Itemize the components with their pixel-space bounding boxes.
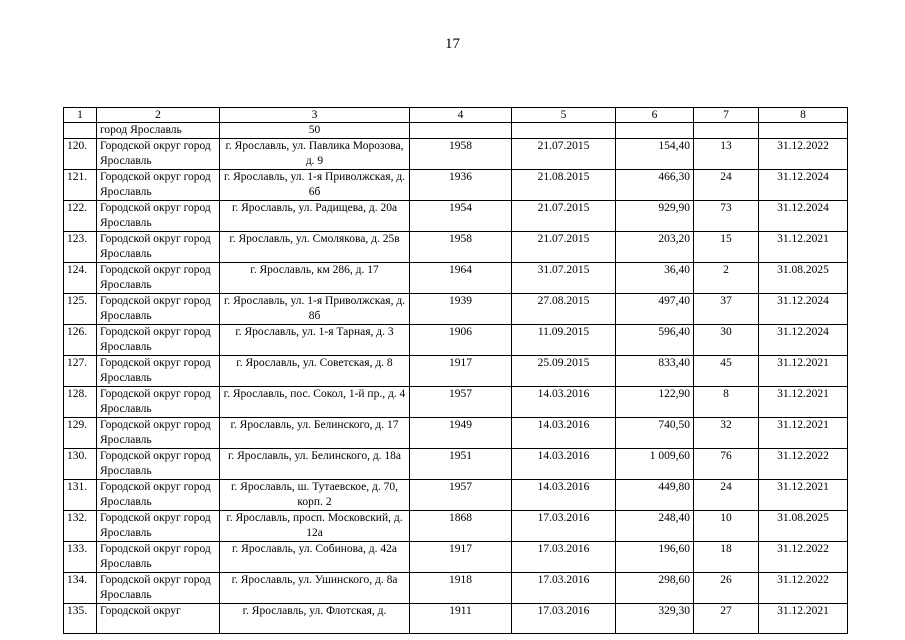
municipality-cell: Городской округ город Ярославль [97,325,220,356]
area-cell: 248,40 [616,511,694,542]
table-row [64,201,848,232]
address-cell: г. Ярославль, ул. 1-я Тарная, д. 3 [220,325,410,356]
row-number: 122. [64,201,97,232]
address-cell: г. Ярославль, ул. Ушинского, д. 8а [220,573,410,604]
deadline-cell: 31.12.2022 [759,449,848,480]
address-cell: г. Ярославль, ул. Смолякова, д. 25в [220,232,410,263]
municipality-cell: Городской округ город Ярославль [97,201,220,232]
continuation-row [64,123,848,139]
date-cell: 17.03.2016 [512,511,616,542]
municipality-cell: Городской округ город Ярославль [97,542,220,573]
municipality-cell: Городской округ город Ярославль [97,170,220,201]
municipality-cell: Городской округ город Ярославль [97,511,220,542]
date-cell: 14.03.2016 [512,480,616,511]
area-cell: 298,60 [616,573,694,604]
year-cell: 1957 [410,480,512,511]
row-number [64,123,97,139]
column-header: 7 [694,108,759,123]
table-row [64,356,848,387]
table-row [64,139,848,170]
year-cell: 1868 [410,511,512,542]
date-cell: 14.03.2016 [512,418,616,449]
area-cell: 833,40 [616,356,694,387]
year-cell: 1906 [410,325,512,356]
column-header: 4 [410,108,512,123]
row-number: 128. [64,387,97,418]
date-cell: 11.09.2015 [512,325,616,356]
residents-cell: 18 [694,542,759,573]
deadline-cell: 31.12.2021 [759,387,848,418]
year-cell: 1911 [410,604,512,634]
deadline-cell: 31.12.2024 [759,201,848,232]
residents-cell: 2 [694,263,759,294]
address-cell: г. Ярославль, ул. Флотская, д. [220,604,410,634]
municipality-cell: Городской округ город Ярославль [97,387,220,418]
table-row [64,449,848,480]
deadline-cell: 31.12.2022 [759,139,848,170]
row-number: 120. [64,139,97,170]
year-cell [410,123,512,139]
address-cell: г. Ярославль, ул. 1-я Приволжская, д. 8б [220,294,410,325]
residents-cell: 24 [694,480,759,511]
residents-cell: 45 [694,356,759,387]
deadline-cell: 31.12.2021 [759,480,848,511]
municipality-cell: Городской округ город Ярославль [97,449,220,480]
year-cell: 1954 [410,201,512,232]
address-cell: г. Ярославль, ул. 1-я Приволжская, д. 6б [220,170,410,201]
year-cell: 1939 [410,294,512,325]
year-cell: 1957 [410,387,512,418]
deadline-cell: 31.12.2024 [759,325,848,356]
date-cell: 14.03.2016 [512,449,616,480]
row-number: 131. [64,480,97,511]
address-cell: г. Ярославль, ул. Белинского, д. 17 [220,418,410,449]
municipality-cell: Городской округ город Ярославль [97,573,220,604]
area-cell: 466,30 [616,170,694,201]
municipality-cell: Городской округ город Ярославль [97,356,220,387]
deadline-cell: 31.12.2021 [759,418,848,449]
row-number: 134. [64,573,97,604]
area-cell: 122,90 [616,387,694,418]
table-row [64,170,848,201]
row-number: 121. [64,170,97,201]
address-cell: г. Ярославль, ш. Тутаевское, д. 70, корп. 2 [220,480,410,511]
municipality-cell: Городской округ город Ярославль [97,480,220,511]
deadline-cell: 31.12.2022 [759,542,848,573]
area-cell: 929,90 [616,201,694,232]
table-row [64,232,848,263]
address-cell: г. Ярославль, ул. Радищева, д. 20а [220,201,410,232]
date-cell: 21.07.2015 [512,139,616,170]
year-cell: 1958 [410,232,512,263]
table-row [64,387,848,418]
row-number: 124. [64,263,97,294]
address-cell: г. Ярославль, км 286, д. 17 [220,263,410,294]
residents-cell: 13 [694,139,759,170]
residents-cell: 24 [694,170,759,201]
area-cell: 329,30 [616,604,694,634]
table-row [64,325,848,356]
year-cell: 1958 [410,139,512,170]
residents-cell: 15 [694,232,759,263]
residents-cell: 10 [694,511,759,542]
deadline-cell: 31.12.2021 [759,232,848,263]
residents-cell: 26 [694,573,759,604]
column-header: 8 [759,108,848,123]
year-cell: 1918 [410,573,512,604]
deadline-cell: 31.12.2021 [759,356,848,387]
date-cell: 17.03.2016 [512,604,616,634]
municipality-cell: Городской округ [97,604,220,634]
row-number: 130. [64,449,97,480]
table-row [64,604,848,634]
year-cell: 1936 [410,170,512,201]
row-number: 126. [64,325,97,356]
municipality-cell: Городской округ город Ярославль [97,418,220,449]
residents-cell [694,123,759,139]
address-cell: г. Ярославль, ул. Советская, д. 8 [220,356,410,387]
row-number: 123. [64,232,97,263]
area-cell: 1 009,60 [616,449,694,480]
deadline-cell: 31.08.2025 [759,511,848,542]
residents-cell: 27 [694,604,759,634]
area-cell: 154,40 [616,139,694,170]
table-row [64,542,848,573]
date-cell: 27.08.2015 [512,294,616,325]
date-cell: 21.07.2015 [512,232,616,263]
area-cell: 497,40 [616,294,694,325]
deadline-cell: 31.12.2021 [759,604,848,634]
table-row [64,418,848,449]
address-cell: г. Ярославль, ул. Павлика Морозова, д. 9 [220,139,410,170]
table-row [64,263,848,294]
deadline-cell: 31.12.2022 [759,573,848,604]
deadline-cell [759,123,848,139]
date-cell [512,123,616,139]
table-row [64,511,848,542]
address-cell: 50 [220,123,410,139]
year-cell: 1917 [410,356,512,387]
area-cell: 196,60 [616,542,694,573]
deadline-cell: 31.12.2024 [759,294,848,325]
column-header: 6 [616,108,694,123]
area-cell [616,123,694,139]
deadline-cell: 31.12.2024 [759,170,848,201]
residents-cell: 30 [694,325,759,356]
address-cell: г. Ярославль, ул. Собинова, д. 42а [220,542,410,573]
residents-cell: 76 [694,449,759,480]
municipality-cell: Городской округ город Ярославль [97,263,220,294]
date-cell: 25.09.2015 [512,356,616,387]
year-cell: 1917 [410,542,512,573]
municipality-cell: Городской округ город Ярославль [97,294,220,325]
page-number: 17 [445,36,460,52]
table-row [64,294,848,325]
date-cell: 17.03.2016 [512,573,616,604]
year-cell: 1964 [410,263,512,294]
address-cell: г. Ярославль, пос. Сокол, 1-й пр., д. 4 [220,387,410,418]
row-number: 133. [64,542,97,573]
area-cell: 449,80 [616,480,694,511]
year-cell: 1951 [410,449,512,480]
address-cell: г. Ярославль, просп. Московский, д. 12а [220,511,410,542]
row-number: 129. [64,418,97,449]
column-header: 5 [512,108,616,123]
area-cell: 596,40 [616,325,694,356]
residents-cell: 37 [694,294,759,325]
column-header: 3 [220,108,410,123]
year-cell: 1949 [410,418,512,449]
area-cell: 740,50 [616,418,694,449]
table-body [64,139,848,634]
table-row [64,480,848,511]
column-number-row [64,108,848,123]
municipality-cell: город Ярославль [97,123,220,139]
column-header: 1 [64,108,97,123]
date-cell: 21.07.2015 [512,201,616,232]
housing-registry-table [63,107,848,634]
column-header: 2 [97,108,220,123]
area-cell: 203,20 [616,232,694,263]
row-number: 125. [64,294,97,325]
row-number: 132. [64,511,97,542]
date-cell: 21.08.2015 [512,170,616,201]
municipality-cell: Городской округ город Ярославль [97,139,220,170]
date-cell: 14.03.2016 [512,387,616,418]
row-number: 135. [64,604,97,634]
date-cell: 17.03.2016 [512,542,616,573]
deadline-cell: 31.08.2025 [759,263,848,294]
residents-cell: 73 [694,201,759,232]
area-cell: 36,40 [616,263,694,294]
residents-cell: 8 [694,387,759,418]
residents-cell: 32 [694,418,759,449]
municipality-cell: Городской округ город Ярославль [97,232,220,263]
row-number: 127. [64,356,97,387]
address-cell: г. Ярославль, ул. Белинского, д. 18а [220,449,410,480]
date-cell: 31.07.2015 [512,263,616,294]
table-row [64,573,848,604]
